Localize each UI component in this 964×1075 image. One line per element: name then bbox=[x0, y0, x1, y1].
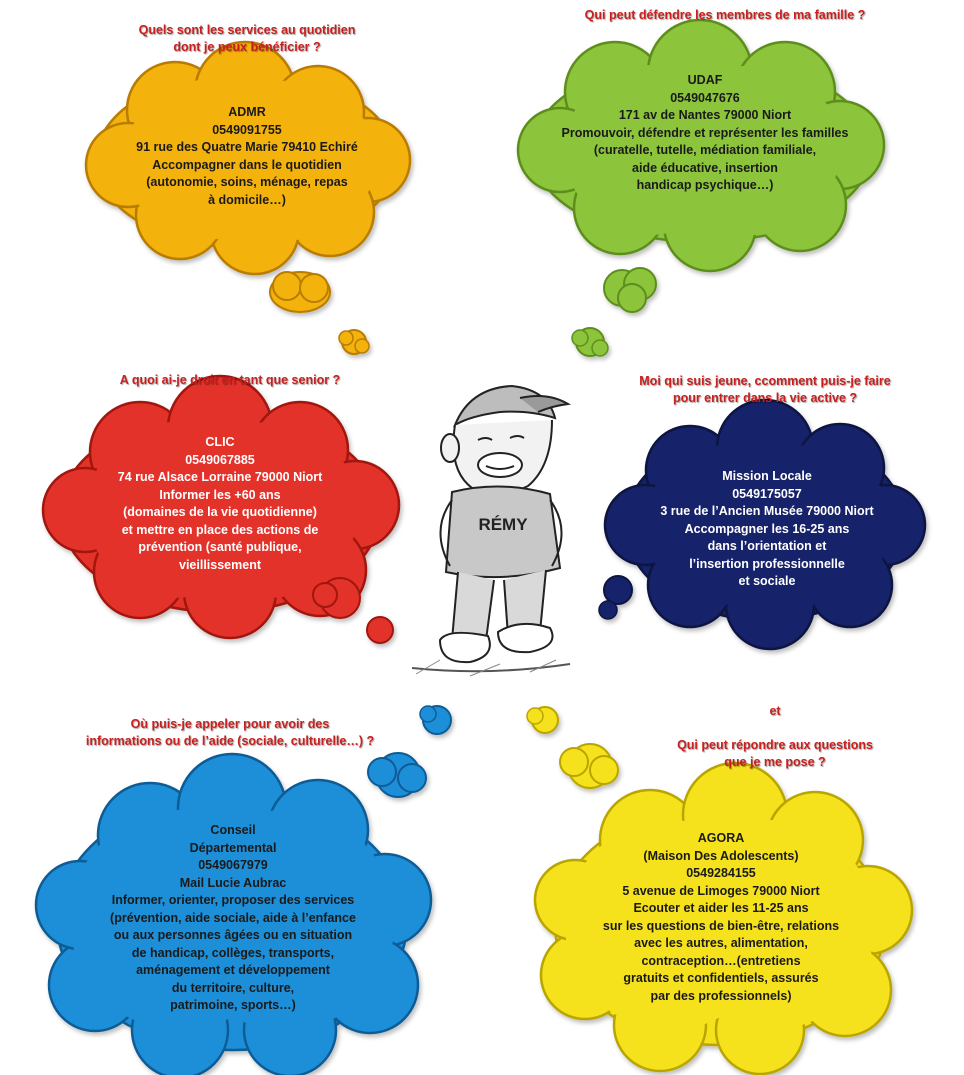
question-where-to-call: Où puis-je appeler pour avoir des informations ou de l’aide (sociale, culturelle…) ? bbox=[85, 717, 375, 748]
question-young-active-life: Moi qui suis jeune, ccomment puis-je faire pour entrer dans la vie active ? bbox=[639, 374, 891, 405]
cloud-text-admr: ADMR 0549091755 91 rue des Quatre Marie 79410 Echiré Accompagner dans le quotidien (autonomie, soins, ménage, repas à domicile…) bbox=[136, 105, 358, 207]
question-daily-services: Quels sont les services au quotidien dont je peux bénéficier ? bbox=[138, 23, 356, 54]
cloud-text-clic: CLIC 0549067885 74 rue Alsace Lorraine 79000 Niort Informer les +60 ans (domaines de la vie quotidienne) et mettre en place des actions de prévention (santé publique, vieillissement bbox=[117, 435, 323, 572]
cloud-text-udaf: UDAF 0549047676 171 av de Nantes 79000 Niort Promouvoir, défendre et représenter les familles (curatelle, tutelle, médiation familiale, aide éducative, insertion handicap psychique…) bbox=[561, 73, 849, 192]
cartoon-boy-illustration bbox=[408, 380, 572, 682]
question-who-answers: et Qui peut répondre aux questions que je me pose ? bbox=[677, 704, 873, 769]
cloud-text-agora: AGORA (Maison Des Adolescents) 0549284155 5 avenue de Limoges 79000 Niort Ecouter et aider les 11-25 ans sur les questions de bien-être, relations avec les autres, alimentation, contraception…(entretiens gratuits et confidentiels, assurés par des professionnels) bbox=[602, 831, 840, 1003]
question-family-defense: Qui peut défendre les membres de ma famille ? bbox=[584, 8, 866, 22]
cloud-text-conseil-departemental: Conseil Départemental 0549067979 Mail Lucie Aubrac Informer, orienter, proposer des services (prévention, aide sociale, aide à l’enfance ou aux personnes âgées ou en situation de handicap, collèges, transports, aménagement et développement du territoire, culture, patrimoine, sports…) bbox=[110, 823, 356, 1012]
question-senior-rights: A quoi ai-je droit en tant que senior ? bbox=[119, 373, 341, 387]
cloud-text-mission-locale: Mission Locale 0549175057 3 rue de l’Ancien Musée 79000 Niort Accompagner les 16-25 ans dans l’orientation et l’insertion professionnelle et sociale bbox=[660, 469, 874, 588]
shirt-text: RÉMY bbox=[478, 515, 528, 534]
